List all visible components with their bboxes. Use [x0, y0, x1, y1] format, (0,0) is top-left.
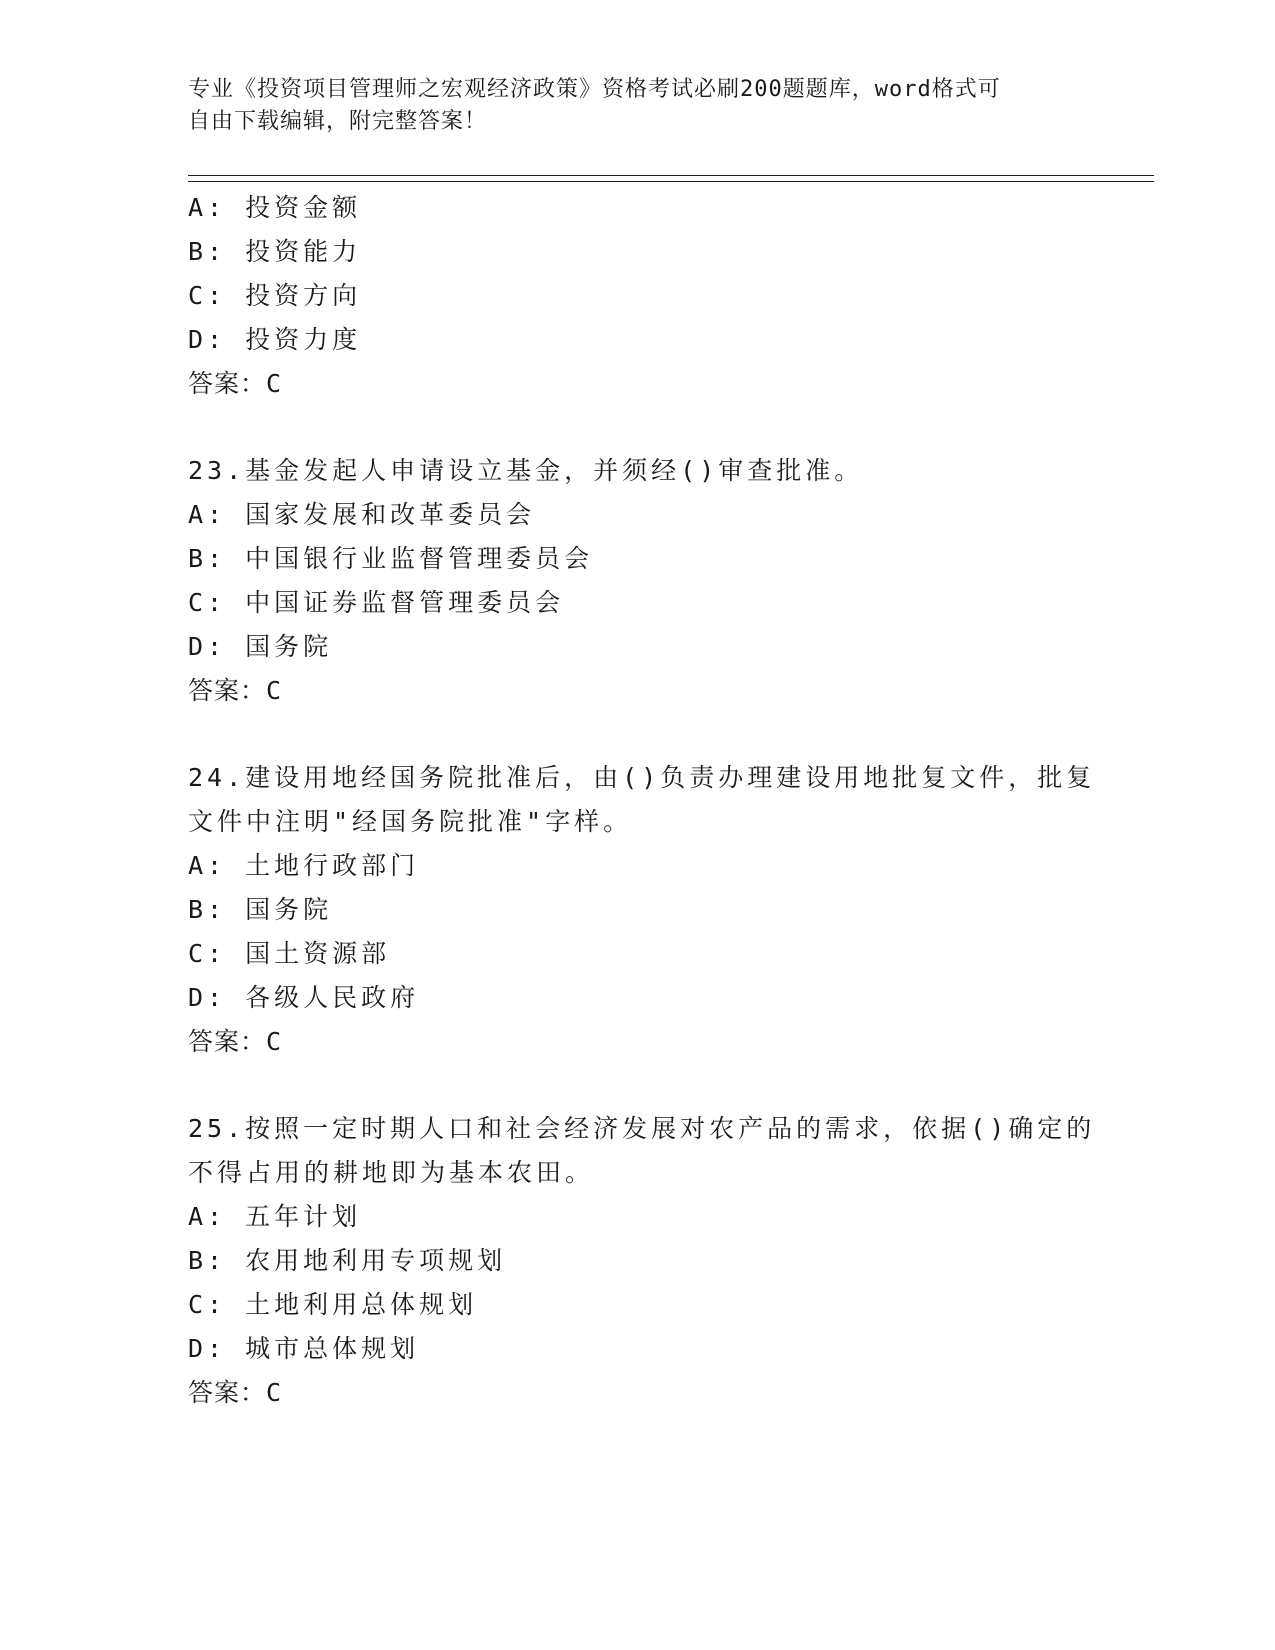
q24-option-d: D: 各级人民政府 [188, 983, 420, 1012]
q23-option-d: D: 国务院 [188, 632, 333, 661]
q25-option-a: A: 五年计划 [188, 1202, 362, 1231]
q22-option-a: A: 投资金额 [188, 193, 362, 222]
q22-option-b: B: 投资能力 [188, 237, 362, 266]
header-divider-top [188, 175, 1154, 176]
q24-stem-line-2: 文件中注明"经国务院批准"字样。 [188, 807, 633, 836]
q23-stem: 23.基金发起人申请设立基金，并须经()审查批准。 [188, 456, 864, 485]
q25-answer: 答案：C [188, 1378, 283, 1407]
q25-option-c: C: 土地利用总体规划 [188, 1290, 478, 1319]
q24-option-c: C: 国土资源部 [188, 939, 391, 968]
q23-answer: 答案：C [188, 676, 283, 705]
header-line-1: 专业《投资项目管理师之宏观经济政策》资格考试必刷200题题库，word格式可 [188, 77, 1001, 102]
q23-option-b: B: 中国银行业监督管理委员会 [188, 544, 594, 573]
q24-answer: 答案：C [188, 1027, 283, 1056]
q25-option-b: B: 农用地利用专项规划 [188, 1246, 507, 1275]
q25-option-d: D: 城市总体规划 [188, 1334, 420, 1363]
q24-option-b: B: 国务院 [188, 895, 333, 924]
q24-option-a: A: 土地行政部门 [188, 851, 420, 880]
header-line-2: 自由下载编辑，附完整答案！ [188, 109, 488, 134]
header-divider-bottom [188, 181, 1154, 182]
document-header [188, 74, 1088, 138]
q22-option-c: C: 投资方向 [188, 281, 362, 310]
q25-stem-line-1: 25.按照一定时期人口和社会经济发展对农产品的需求，依据()确定的 [188, 1114, 1096, 1143]
q23-option-c: C: 中国证券监督管理委员会 [188, 588, 565, 617]
q22-option-d: D: 投资力度 [188, 325, 362, 354]
q24-stem-line-1: 24.建设用地经国务院批准后，由()负责办理建设用地批复文件，批复 [188, 763, 1096, 792]
q23-option-a: A: 国家发展和改革委员会 [188, 500, 536, 529]
q22-answer: 答案：C [188, 369, 283, 398]
q25-stem-line-2: 不得占用的耕地即为基本农田。 [188, 1158, 595, 1187]
